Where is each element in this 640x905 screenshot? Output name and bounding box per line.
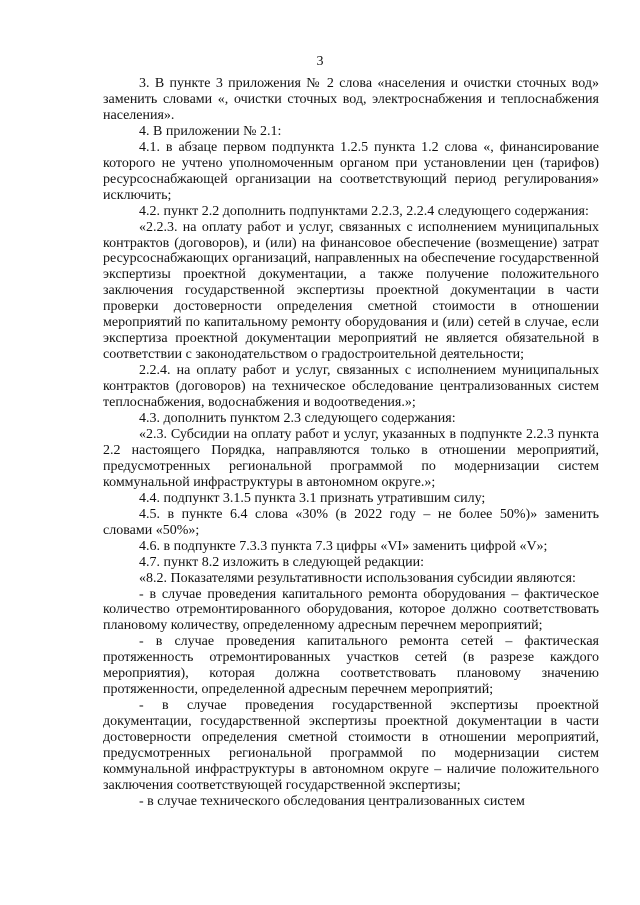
paragraph: 4.6. в подпункте 7.3.3 пункта 7.3 цифры «VI» заменить цифрой «V»; [139,538,548,554]
paragraph: «8.2. Показателями результативности использования субсидии являются: [139,570,576,586]
paragraph: 4.2. пункт 2.2 дополнить подпунктами 2.2.3, 2.2.4 следующего содержания: [139,203,589,219]
paragraph: 4.4. подпункт 3.1.5 пункта 3.1 признать утратившим силу; [139,490,486,506]
page-number: 3 [316,54,324,69]
paragraph: - в случае технического обследования централизованных систем [139,793,525,809]
paragraph: - в случае проведения капитального ремонта сетей – фактическая протяженность отремонтированных участков сетей (в разрезе каждого мероприятия), которая должна соответствовать плановому значению протяженности, определенной адресным перечнем мероприятий; [103,634,599,698]
paragraph: 4.1. в абзаце первом подпункта 1.2.5 пункта 1.2 слова «, финансирование которого не учтено уполномоченным органом при установлении цен (тарифов) ресурсоснабжающей организации на соответствующий период регулирования» исключить; [103,139,599,203]
paragraph: «2.3. Субсидии на оплату работ и услуг, указанных в подпункте 2.2.3 пункта 2.2 настоящего Порядка, направляются только в отношении мероприятий, предусмотренных региональной программой по модернизации систем коммунальной инфраструктуры в автономном округе.»; [103,426,599,490]
paragraph: 3. В пункте 3 приложения № 2 слова «населения и очистки сточных вод» заменить словами «, очистки сточных вод, электроснабжения и теплоснабжения населения». [103,76,599,123]
paragraph: 2.2.4. на оплату работ и услуг, связанных с исполнением муниципальных контрактов (договоров) на техническое обследование централизованных систем теплоснабжения, водоснабжения и водоотведения.»; [103,363,599,411]
paragraph: 4. В приложении № 2.1: [139,123,282,139]
paragraph: - в случае проведения государственной экспертизы проектной документации, государственной экспертизы проектной документации в части достоверности определения сметной стоимости в отношении мероприятий, предусмотренных региональной программой по модернизации систем коммунальной инфраструктуры в автономном округе – наличие положительного заключения соответствующей государственной экспертизы; [103,698,599,793]
document-body [103,76,599,810]
paragraph: 4.3. дополнить пунктом 2.3 следующего содержания: [139,411,456,427]
paragraph: - в случае проведения капитального ремонта оборудования – фактическое количество отремонтированного оборудования, которое должно соответствовать плановому количеству, определенному адресным перечнем мероприятий; [103,586,599,634]
paragraph: 4.5. в пункте 6.4 слова «30% (в 2022 году – не более 50%)» заменить словами «50%»; [103,506,599,538]
paragraph: 4.7. пункт 8.2 изложить в следующей редакции: [139,554,424,570]
paragraph: «2.2.3. на оплату работ и услуг, связанных с исполнением муниципальных контрактов (договоров), и (или) на финансовое обеспечение (возмещение) затрат ресурсоснабжающих организаций, направленных на обеспечение государственной экспертизы проектной документации, а также получение положительного заключения государственной экспертизы проектной документации в части проверки достоверности определения сметной стоимости в отношении мероприятий по капитальному ремонту оборудования и (или) сетей в случае, если экспертиза проектной документации мероприятий не является обязательной в соответствии с законодательством о градостроительной деятельности; [103,219,599,363]
